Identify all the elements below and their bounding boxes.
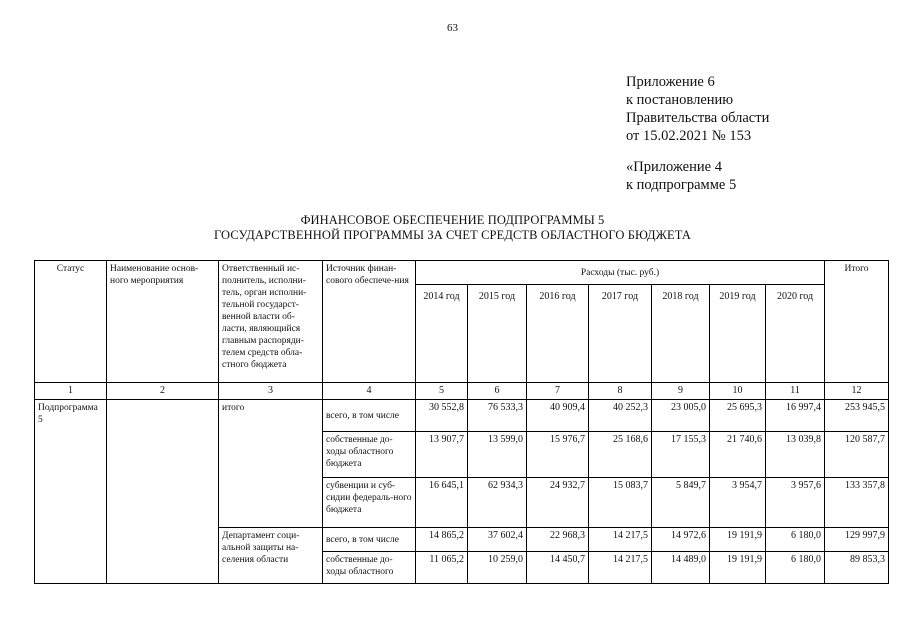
value-cell: 19 191,9	[710, 552, 766, 584]
value-cell: 14 450,7	[527, 552, 589, 584]
value-cell: 3 954,7	[710, 478, 766, 528]
column-number: 1	[35, 383, 107, 400]
value-cell: 22 968,3	[527, 528, 589, 552]
table-row	[35, 400, 889, 432]
measure-cell	[107, 400, 219, 584]
appendix-line: «Приложение 4	[626, 159, 722, 175]
column-number: 9	[652, 383, 710, 400]
header-year: 2015 год	[468, 285, 527, 383]
value-cell: 14 217,5	[589, 552, 652, 584]
appendix-gap	[626, 145, 769, 158]
total-cell: 120 587,7	[825, 432, 889, 478]
header-expenses: Расходы (тыс. руб.)	[416, 261, 825, 285]
column-number: 7	[527, 383, 589, 400]
status-cell: Подпрограмма 5	[35, 400, 107, 584]
value-cell: 24 932,7	[527, 478, 589, 528]
value-cell: 15 083,7	[589, 478, 652, 528]
header-year: 2019 год	[710, 285, 766, 383]
financing-table	[34, 260, 889, 584]
header-year: 2018 год	[652, 285, 710, 383]
total-cell: 129 997,9	[825, 528, 889, 552]
value-cell: 10 259,0	[468, 552, 527, 584]
value-cell: 40 252,3	[589, 400, 652, 432]
column-number: 3	[219, 383, 323, 400]
value-cell: 14 972,6	[652, 528, 710, 552]
executor-cell: Департамент соци-альной защиты на-селения области	[219, 528, 323, 584]
value-cell: 13 907,7	[416, 432, 468, 478]
value-cell: 16 645,1	[416, 478, 468, 528]
source-cell: собственные до-ходы областного	[323, 552, 416, 584]
header-measure: Наименование основ-ного мероприятия	[107, 261, 219, 383]
header-year: 2016 год	[527, 285, 589, 383]
appendix-line: к подпрограмме 5	[626, 177, 737, 193]
value-cell: 30 552,8	[416, 400, 468, 432]
value-cell: 25 695,3	[710, 400, 766, 432]
column-number: 6	[468, 383, 527, 400]
value-cell: 14 865,2	[416, 528, 468, 552]
value-cell: 23 005,0	[652, 400, 710, 432]
column-number: 8	[589, 383, 652, 400]
value-cell: 6 180,0	[766, 552, 825, 584]
appendix-line: Правительства области	[626, 110, 770, 126]
header-year: 2014 год	[416, 285, 468, 383]
value-cell: 62 934,3	[468, 478, 527, 528]
value-cell: 19 191,9	[710, 528, 766, 552]
value-cell: 14 489,0	[652, 552, 710, 584]
source-cell: субвенции и суб-сидии федераль-ного бюджета	[323, 478, 416, 528]
appendix-line: к постановлению	[626, 92, 734, 108]
total-cell: 253 945,5	[825, 400, 889, 432]
total-cell: 133 357,8	[825, 478, 889, 528]
value-cell: 14 217,5	[589, 528, 652, 552]
value-cell: 11 065,2	[416, 552, 468, 584]
document-title	[0, 213, 905, 243]
source-cell: всего, в том числе	[323, 400, 416, 432]
value-cell: 25 168,6	[589, 432, 652, 478]
header-total: Итого	[825, 261, 889, 383]
column-number: 5	[416, 383, 468, 400]
source-cell: всего, в том числе	[323, 528, 416, 552]
column-number: 12	[825, 383, 889, 400]
header-year: 2020 год	[766, 285, 825, 383]
header-status: Статус	[35, 261, 107, 383]
value-cell: 15 976,7	[527, 432, 589, 478]
value-cell: 16 997,4	[766, 400, 825, 432]
column-number: 4	[323, 383, 416, 400]
header-source: Источник финан-сового обеспече-ния	[323, 261, 416, 383]
value-cell: 13 599,0	[468, 432, 527, 478]
header-row	[35, 261, 889, 285]
title-line: ФИНАНСОВОЕ ОБЕСПЕЧЕНИЕ ПОДПРОГРАММЫ 5	[300, 213, 605, 227]
header-year: 2017 год	[589, 285, 652, 383]
column-number: 2	[107, 383, 219, 400]
value-cell: 40 909,4	[527, 400, 589, 432]
column-number: 10	[710, 383, 766, 400]
value-cell: 3 957,6	[766, 478, 825, 528]
value-cell: 17 155,3	[652, 432, 710, 478]
appendix-reference	[626, 73, 769, 194]
executor-cell: итого	[219, 400, 323, 528]
column-number: 11	[766, 383, 825, 400]
page-number: 63	[447, 22, 458, 34]
source-cell: собственные до-ходы областного бюджета	[323, 432, 416, 478]
header-responsible: Ответственный ис-полнитель, исполни-тель, орган исполни-тельной государст-венной власти об-ласти, являющийся главным распоряди-телем средств обла-стного бюджета	[219, 261, 323, 383]
title-line: ГОСУДАРСТВЕННОЙ ПРОГРАММЫ ЗА СЧЕТ СРЕДСТВ ОБЛАСТНОГО БЮДЖЕТА	[214, 228, 691, 242]
total-cell: 89 853,3	[825, 552, 889, 584]
appendix-line: Приложение 6	[626, 74, 715, 90]
value-cell: 21 740,6	[710, 432, 766, 478]
value-cell: 5 849,7	[652, 478, 710, 528]
appendix-line: от 15.02.2021 № 153	[626, 128, 752, 144]
value-cell: 37 602,4	[468, 528, 527, 552]
value-cell: 76 533,3	[468, 400, 527, 432]
value-cell: 13 039,8	[766, 432, 825, 478]
value-cell: 6 180,0	[766, 528, 825, 552]
column-number-row	[35, 383, 889, 400]
